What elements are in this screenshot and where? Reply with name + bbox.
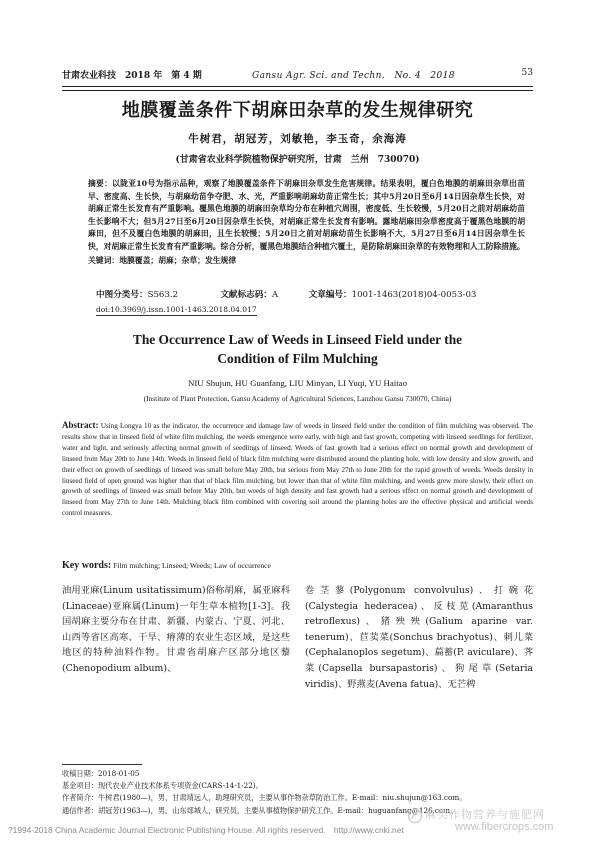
keywords-en-label: Key words:	[62, 560, 112, 571]
article-no-label: 文章编号：	[308, 290, 352, 300]
body-column-left: 油用亚麻(Linum usitatissimum)俗称胡麻，属亚麻科(Linaceae)亚麻属(Linum)一年生草本植物[1-3]。我国胡麻主要分布在甘肃、新疆、内蒙古、宁夏、河北、山西等省区高寒、干旱、瘠薄的农业生态区域，是这些地区的特种油料作物。甘肃省胡麻产区部分地区藜(Chenopodium album)、	[62, 585, 290, 674]
doi-link[interactable]: doi:10.3969/j.issn.1001-1463.2018.04.017	[96, 305, 257, 314]
abstract-cn-label: 摘要：	[88, 179, 113, 188]
keywords-en	[62, 560, 533, 571]
keywords-cn-label: 关键词：	[88, 255, 120, 265]
journal-cn-text: 甘肃农业科技	[62, 71, 117, 81]
copyright-line: ?1994-2018 China Academic Journal Electronic Publishing House. All rights reserved. http://www.cnki.net	[8, 825, 404, 835]
footnote-received: 收稿日期：2018-01-05	[62, 769, 140, 778]
year-issue: 2018 年 第 4 期	[125, 71, 202, 81]
clc-value: S563.2	[147, 290, 179, 300]
keywords-cn	[88, 255, 525, 268]
page-number: 53	[521, 68, 533, 78]
abstract-en	[62, 420, 533, 519]
abstract-en-text: Using Longya 10 as the indicator, the occurrence and damage law of weeds in linseed field under the condition of film mulching was observed. The results show that in linseed field of white film mulching, the weeds emergence were early, with high and fast growth, competing with linseed seedlings for fertilizer, water and light, and seriously affecting normal growth of seedlings of linseed. Weeds of fast growth had a serious effect on normal growth and development of linseed from May 20th to June 14th. Weeds in linseed field of black film mulching were distributed around the planting hole, with low density and slow growth, and their effect on growth of seedlings of linseed was small before May 20th, but serious from May 27th to June 20th for the rapid growth of weeds. Weeds density in linseed field of open ground was higher than that of black film mulching, but lower than that of white film mulching, and weeds grew more slowly, their effect on growth of seedlings of linseed was small before May 20th, but weeds of high density and fast growth had a serious effect on normal growth and development of linseed from May 27th to June 14th. Mulching black film combined with covering soil around the planting holes are the effective physical and artificial weeds control measures.	[62, 422, 533, 518]
abstract-cn-text: 以陇亚10号为指示品种，观察了地膜覆盖条件下胡麻田杂草发生危害规律。结果表明，覆白色地膜的胡麻田杂草出苗早、密度高、生长快，与胡麻幼苗争夺肥、水、光，严重影响胡麻幼苗正常生长；其中5月20日至6月14日因杂草生长快，对胡麻正常生长发育有严重影响。覆黑色地膜的胡麻田杂草均分布在种植穴周围，密度低、生长较慢，5月20日之前对胡麻幼苗生长影响不大；但5月27日至6月20日因杂草生长快，对胡麻正常生长发育有影响。露地胡麻田杂草密度高于覆黑色地膜的胡麻田，但不及覆白色地膜的胡麻田，且生长较慢；5月20日之前对胡麻幼苗生长影响不大，5月27日至6月14日因杂草生长快，对胡麻正常生长发育有严重影响。综合分析，覆黑色地膜结合种植穴覆土，是防除胡麻田杂草的有效物理和人工防除措施。	[88, 179, 525, 251]
affiliation-cn: (甘肃省农业科学院植物保护研究所，甘肃 兰州 730070)	[175, 155, 420, 165]
paper-title-en	[0, 330, 595, 368]
footnote-corresponding: 通信作者：胡冠芳(1963—)，男，山东郯城人，研究员，主要从事植物保护研究工作。E-mail：huguanfang@126.com。	[62, 805, 458, 815]
journal-name-en: Gansu Agr. Sci. and Techn. No. 4 2018	[252, 71, 455, 81]
footnote-author: 作者简介：牛树君(1980—)，男，甘肃靖远人，助理研究员，主要从事作物杂草防治工作。E-mail：niu.shujun@163.com。	[62, 793, 467, 803]
clc-label: 中图分类号：	[96, 290, 148, 300]
watermark-text: 麻类作物营养与施肥网	[425, 808, 545, 821]
doc-code-label: 文献标志码：	[220, 290, 272, 300]
header-rule	[62, 86, 533, 91]
footnote-rule	[62, 764, 142, 765]
doc-code-value: A	[271, 290, 279, 300]
abstract-en-label: Abstract:	[62, 420, 99, 430]
watermark-logo-icon	[407, 808, 423, 824]
keywords-cn-text: 地膜覆盖；胡麻；杂草；发生规律	[119, 255, 237, 265]
authors-en: NIU Shujun, HU Guanfang, LIU Minyan, LI Yuqi, YU Haitao	[188, 378, 407, 388]
authors-cn: 牛树君，胡冠芳，刘敏艳，李玉奇，余海涛	[188, 133, 407, 145]
body-column-right: 卷茎蓼(Polygonum convolvulus)、打碗花(Calystegia hederacea)、反枝苋(Amaranthus retroflexus)、猪殃殃(Galium aparine var. tenerum)、苣荬菜(Sonchus brachyotus)、刺儿菜(Cephalanoplos segetum)、萹蓄(P. aviculare)、荠菜(Capsella bursapastoris)、狗尾草(Setaria viridis)、野燕麦(Avena fatua)、无芒稗	[305, 585, 533, 690]
watermark-url: www.fibercrops.com	[455, 821, 554, 833]
keywords-en-text: Film mulching; Linseed; Weeds; Law of occurrence	[113, 561, 271, 570]
affiliation-en: (Institute of Plant Protection, Gansu Academy of Agricultural Sciences, Lanzhou Gansu 730070, China)	[143, 394, 452, 403]
journal-name-cn	[62, 68, 202, 81]
abstract-cn	[88, 178, 525, 267]
running-header	[62, 68, 533, 84]
classification-line	[96, 288, 476, 300]
paper-title-cn: 地膜覆盖条件下胡麻田杂草的发生规律研究	[121, 100, 474, 121]
footnote-fund: 基金项目：现代农业产业技术体系专项资金(CARS-14-1-22)。	[62, 781, 263, 791]
title-en-line2: Condition of Film Mulching	[217, 351, 378, 366]
article-no-value: 1001-1463(2018)04-0053-03	[351, 290, 477, 300]
title-en-line1: The Occurrence Law of Weeds in Linseed Field under the	[132, 332, 463, 347]
